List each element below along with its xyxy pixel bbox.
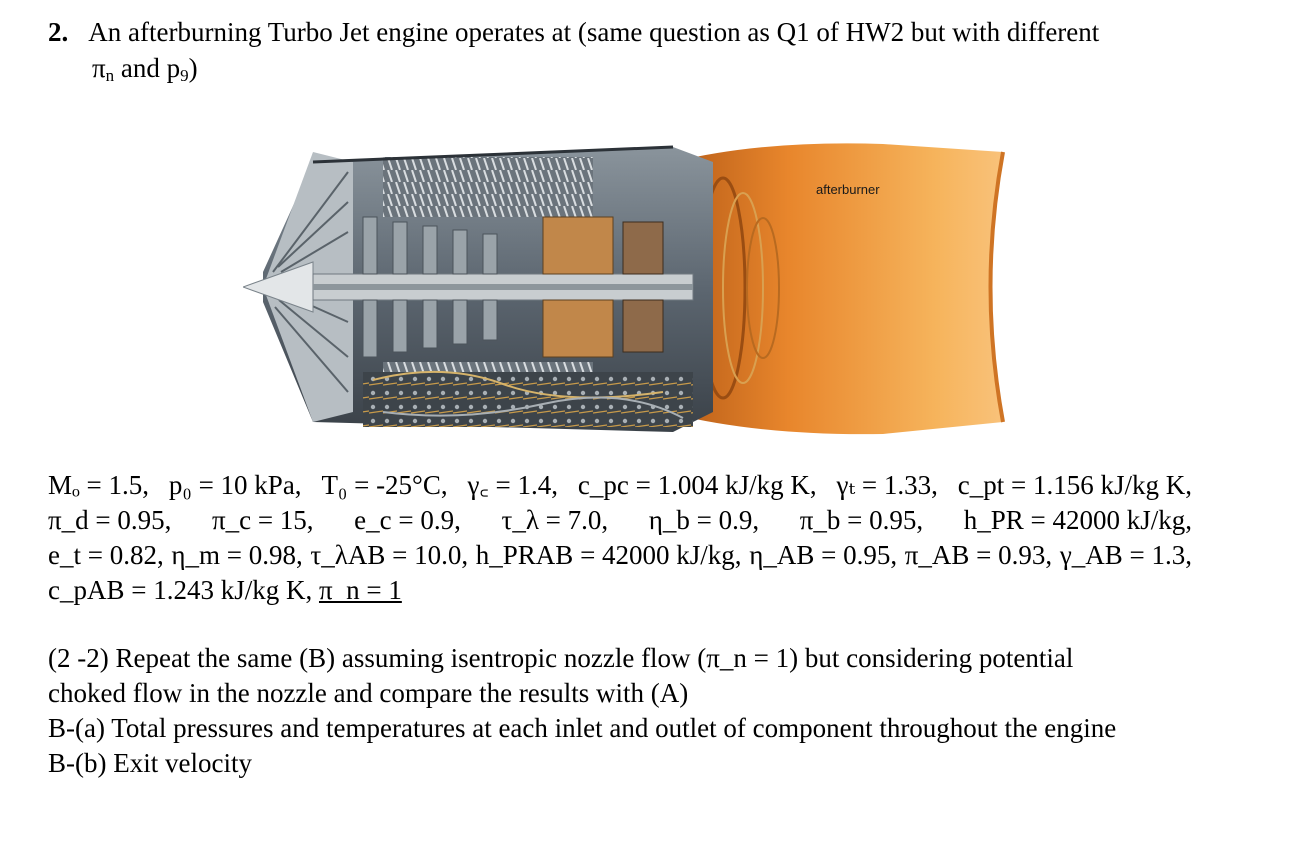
task-line-3: B-(a) Total pressures and temperatures at each inlet and outlet of component throughout the engine bbox=[48, 713, 1117, 743]
engine-drawing bbox=[243, 122, 1015, 452]
param-item: η_b = 0.9, bbox=[648, 505, 760, 535]
param-item: η_m = 0.98, bbox=[171, 540, 303, 570]
param-item: h_PR = 42000 kJ/kg, bbox=[963, 505, 1192, 535]
param-item: π_c = 15, bbox=[211, 505, 314, 535]
param-item: τ_λ = 7.0, bbox=[501, 505, 609, 535]
task-line-4: B-(b) Exit velocity bbox=[48, 748, 252, 778]
question-line-1 bbox=[48, 14, 1208, 50]
param-item: e_c = 0.9, bbox=[354, 505, 461, 535]
params-row-2 bbox=[48, 503, 1192, 538]
param-item: Mₒ = 1.5, bbox=[48, 470, 150, 500]
param-item: π_d = 0.95, bbox=[48, 505, 172, 535]
param-item: π_b = 0.95, bbox=[799, 505, 924, 535]
params-row-1 bbox=[48, 468, 1192, 503]
param-item: h_PRAB = 42000 kJ/kg, bbox=[475, 540, 742, 570]
params-row-3 bbox=[48, 538, 1192, 573]
task-block bbox=[48, 641, 1192, 781]
parameters-block bbox=[48, 468, 1192, 608]
param-item: γ꜀ = 1.4, bbox=[467, 470, 559, 500]
p-subscript: 9 bbox=[180, 66, 189, 85]
question-text: An afterburning Turbo Jet engine operates at (same question as Q1 of HW2 but with different bbox=[88, 17, 1100, 47]
task-line-1: (2 -2) Repeat the same (B) assuming isentropic nozzle flow (π_n = 1) but considering potential bbox=[48, 643, 1074, 673]
param-item: p₀ = 10 kPa, bbox=[168, 470, 302, 500]
param-item: τ_λAB = 10.0, bbox=[310, 540, 469, 570]
pi-symbol: π bbox=[92, 53, 106, 83]
params-row-4 bbox=[48, 573, 1192, 608]
question-header bbox=[48, 14, 1208, 86]
param-item-underlined: π_n = 1 bbox=[318, 575, 402, 605]
param-item: e_t = 0.82, bbox=[48, 540, 164, 570]
pi-subscript: n bbox=[105, 66, 115, 85]
param-item: γ_AB = 1.3, bbox=[1059, 540, 1192, 570]
param-item: π_AB = 0.93, bbox=[904, 540, 1053, 570]
and-p-text: and p bbox=[114, 53, 181, 83]
param-item: c_pAB = 1.243 kJ/kg K, bbox=[48, 575, 313, 605]
param-item: η_AB = 0.95, bbox=[749, 540, 898, 570]
engine-cutaway-image bbox=[243, 122, 1015, 452]
param-item: T₀ = -25°C, bbox=[321, 470, 448, 500]
question-number: 2. bbox=[48, 17, 69, 47]
param-item: c_pc = 1.004 kJ/kg K, bbox=[577, 470, 817, 500]
param-item: c_pt = 1.156 kJ/kg K, bbox=[957, 470, 1192, 500]
afterburner-label: afterburner bbox=[816, 182, 880, 197]
close-paren: ) bbox=[188, 53, 198, 83]
param-item: γₜ = 1.33, bbox=[836, 470, 938, 500]
task-line-2: choked flow in the nozzle and compare the results with (A) bbox=[48, 678, 689, 708]
question-line-2 bbox=[48, 50, 1208, 86]
